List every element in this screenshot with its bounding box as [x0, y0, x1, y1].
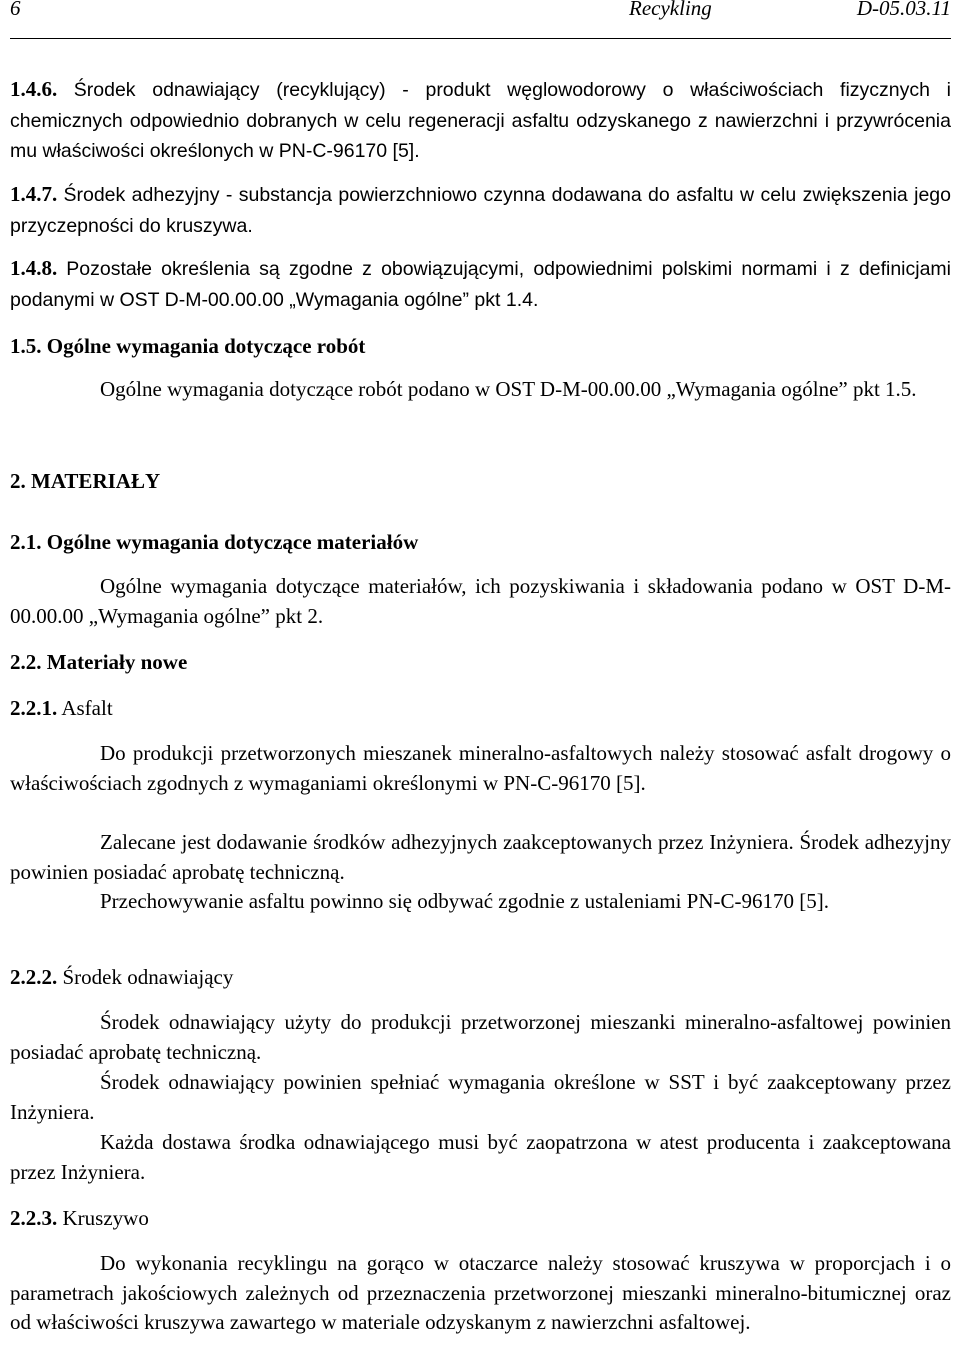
definition-1-4-8	[10, 254, 951, 315]
section-number: 1.4.6.	[10, 77, 58, 101]
section-title: Asfalt	[61, 696, 113, 720]
heading-1-5: 1.5. Ogólne wymagania dotyczące robót	[10, 334, 366, 358]
section-title: Kruszywo	[62, 1206, 149, 1230]
header-title: Recykling	[629, 0, 712, 20]
paragraph-2-1: Ogólne wymagania dotyczące materiałów, ich pozyskiwania i składowania podano w OST D-M-00.00.00 „Wymagania ogólne” pkt 2.	[10, 574, 951, 628]
paragraph-1-5: Ogólne wymagania dotyczące robót podano w OST D-M-00.00.00 „Wymagania ogólne” pkt 1.5.	[100, 377, 917, 401]
paragraph-asphalt-1: Do produkcji przetworzonych mieszanek mineralno-asfaltowych należy stosować asfalt drogowy o właściwościach zgodnych z wymaganiami określonymi w PN-C-96170 [5].	[10, 741, 951, 795]
heading-2-2: 2.2. Materiały nowe	[10, 650, 188, 674]
section-number: 2.2.3.	[10, 1206, 58, 1230]
page-header	[10, 0, 951, 39]
definition-text: Środek adhezyjny - substancja powierzchniowo czynna dodawana do asfaltu w celu zwiększenia jego przyczepności do kruszywa.	[10, 184, 952, 237]
definition-text: Środek odnawiający (recyklujący) - produkt węglowodorowy o właściwościach fizycznych i chemicznych odpowiednio dobranych w celu regeneracji asfaltu odzyskanego z nawierzchni i przywrócenia mu właściwości określonych w PN-C-96170 [5].	[10, 79, 952, 163]
section-title: Środek odnawiający	[62, 965, 234, 989]
section-number: 2.2.1.	[10, 696, 58, 720]
section-number: 1.4.7.	[10, 182, 58, 206]
paragraph-rejuvenator-2: Środek odnawiający powinien spełniać wymagania określone w SST i być zaakceptowany przez Inżyniera.	[10, 1070, 951, 1124]
heading-2-2-2	[10, 963, 951, 993]
paragraph-rejuvenator-3: Każda dostawa środka odnawiającego musi być zaopatrzona w atest producenta i zaakceptowana przez Inżyniera.	[10, 1130, 951, 1184]
paragraph-aggregate-1: Do wykonania recyklingu na gorąco w otaczarce należy stosować kruszywa w proporcjach i o parametrach jakościowych zależnych od przeznaczenia przetworzonej mieszanki mineralno-bitumicznej oraz od właściwości kruszywa zawartego w materiale odzyskanym z nawierzchni asfaltowej.	[10, 1251, 951, 1335]
heading-materials: 2. MATERIAŁY	[10, 469, 161, 493]
paragraph-asphalt-3: Przechowywanie asfaltu powinno się odbywać zgodnie z ustaleniami PN-C-96170 [5].	[100, 889, 829, 913]
definition-1-4-6	[10, 75, 951, 167]
heading-2-1: 2.1. Ogólne wymagania dotyczące materiałów	[10, 530, 419, 554]
heading-2-2-1	[10, 694, 951, 724]
paragraph-rejuvenator-1: Środek odnawiający użyty do produkcji przetworzonej mieszanki mineralno-asfaltowej powinien posiadać aprobatę techniczną.	[10, 1010, 951, 1064]
document-page	[10, 0, 952, 1335]
section-number: 2.2.2.	[10, 965, 58, 989]
definition-text: Pozostałe określenia są zgodne z obowiązującymi, odpowiednimi polskimi normami i z definicjami podanymi w OST D-M-00.00.00 „Wymagania ogólne” pkt 1.4.	[10, 258, 952, 311]
heading-2-2-3	[10, 1204, 951, 1234]
page-number: 6	[10, 0, 21, 20]
section-number: 1.4.8.	[10, 256, 58, 280]
paragraph-asphalt-2: Zalecane jest dodawanie środków adhezyjnych zaakceptowanych przez Inżyniera. Środek adhezyjny powinien posiadać aprobatę techniczną.	[10, 830, 951, 884]
header-code: D-05.03.11	[856, 0, 951, 20]
definition-1-4-7	[10, 180, 951, 241]
